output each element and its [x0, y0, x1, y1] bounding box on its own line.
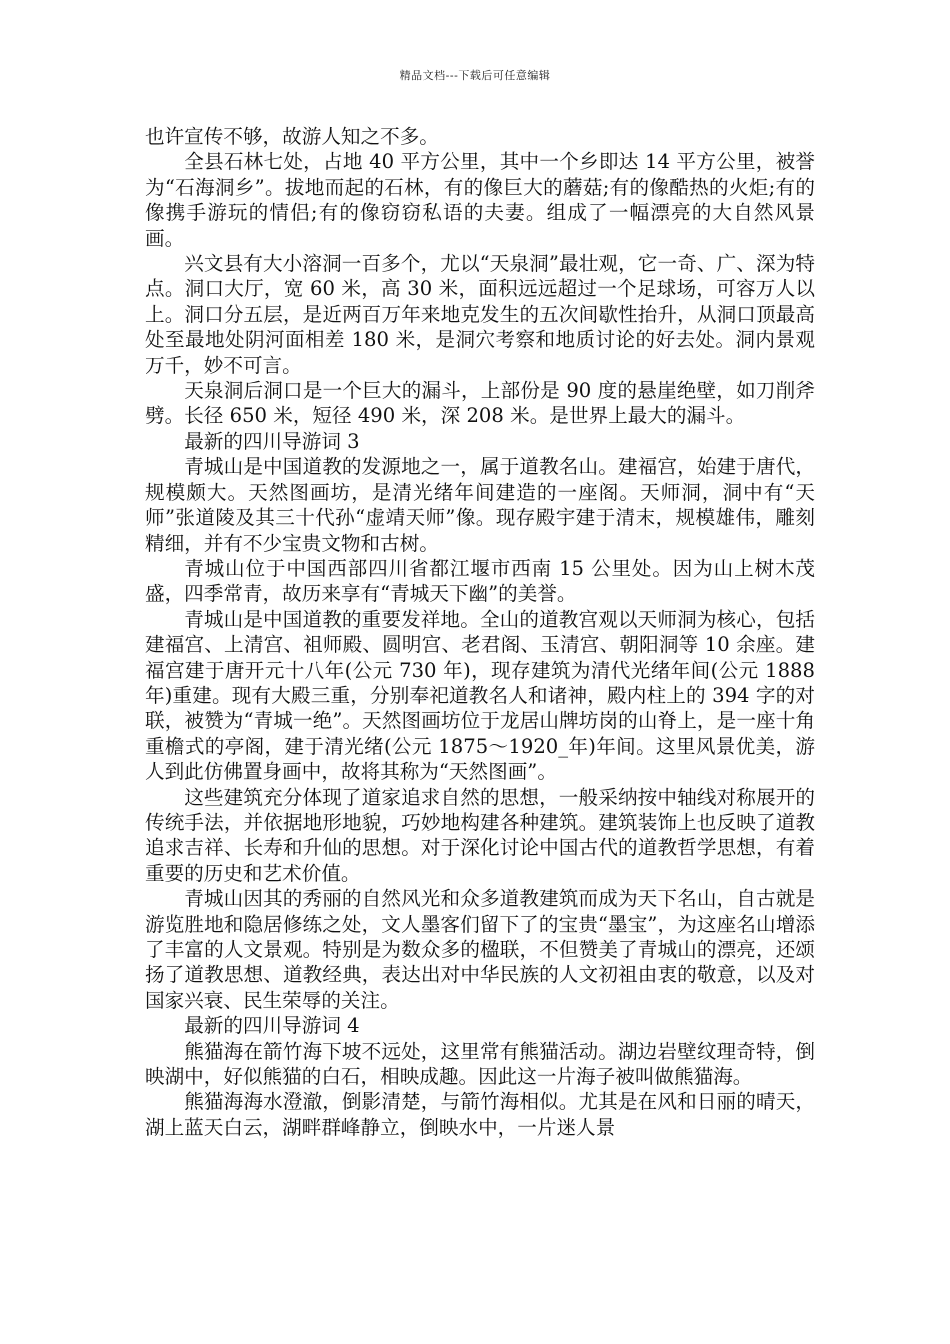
paragraph: 全县石林七处，占地 40 平方公里，其中一个乡即达 14 平方公里，被誉为“石海洞乡”。拔地而起的石林，有的像巨大的蘑菇;有的像酷热的火炬;有的像携手游玩的情侣;有的像窃窃私语的夫妻。组成了一幅漂亮的大自然风景画。 — [145, 150, 815, 250]
paragraph: 青城山位于中国西部四川省都江堰市西南 15 公里处。因为山上树木茂盛，四季常青，故历来享有“青城天下幽”的美誉。 — [145, 556, 815, 606]
paragraph: 青城山是中国道教的重要发祥地。全山的道教宫观以天师洞为核心，包括建福宫、上清宫、祖师殿、圆明宫、老君阁、玉清宫、朝阳洞等 10 余座。建福宫建于唐开元十八年(公元 730 年)，现存建筑为清代光绪年间(公元 1888 年)重建。现有大殿三重，分别奉祀道教名人和诸神，殿内柱上的 394 字的对联，被赞为“青城一绝”。天然图画坊位于龙居山牌坊岗的山脊上，是一座十角重檐式的亭阁，建于清光绪(公元 1875～1920_年)年间。这里风景优美，游人到此仿佛置身画中，故将其称为“天然图画”。 — [145, 607, 815, 784]
paragraph: 熊猫海海水澄澈，倒影清楚，与箭竹海相似。尤其是在风和日丽的晴天，湖上蓝天白云，湖畔群峰静立，倒映水中，一片迷人景 — [145, 1090, 815, 1139]
document-body — [145, 124, 815, 1140]
section-heading: 最新的四川导游词 3 — [184, 429, 360, 453]
paragraph: 青城山因其的秀丽的自然风光和众多道教建筑而成为天下名山，自古就是游览胜地和隐居修练之处，文人墨客们留下了的宝贵“墨宝”，为这座名山增添了丰富的人文景观。特别是为数众多的楹联，不但赞美了青城山的漂亮，还颂扬了道教思想、道教经典，表达出对中华民族的人文初祖由衷的敬意，以及对国家兴衰、民生荣辱的关注。 — [145, 887, 815, 1012]
paragraph: 这些建筑充分体现了道家追求自然的思想，一般采纳按中轴线对称展开的传统手法，并依据地形地貌，巧妙地构建各种建筑。建筑装饰上也反映了道教追求吉祥、长寿和升仙的思想。对于深化讨论中国古代的道教哲学思想，有着重要的历史和艺术价值。 — [145, 785, 815, 885]
paragraph: 天泉洞后洞口是一个巨大的漏斗，上部份是 90 度的悬崖绝壁，如刀削斧劈。长径 650 米，短径 490 米，深 208 米。是世界上最大的漏斗。 — [145, 379, 815, 428]
paragraph: 青城山是中国道教的发源地之一，属于道教名山。建福宫，始建于唐代，规模颇大。天然图画坊，是清光绪年间建造的一座阁。天师洞，洞中有“天师”张道陵及其三十代孙“虚靖天师”像。现存殿宇建于清末，规模雄伟，雕刻精细，并有不少宝贵文物和古树。 — [145, 455, 815, 555]
page-header: 精品文档---下载后可任意编辑 — [399, 69, 551, 82]
paragraph: 兴文县有大小溶洞一百多个，尤以“天泉洞”最壮观，它一奇、广、深为特点。洞口大厅，宽 60 米，高 30 米，面积远远超过一个足球场，可容万人以上。洞口分五层，是近两百万年来地克发生的五次间歇性抬升，从洞口顶最高处至最地处阴河面相差 180 米，是洞穴考察和地质讨论的好去处。洞内景观万千，妙不可言。 — [145, 252, 815, 377]
section-heading: 最新的四川导游词 4 — [184, 1014, 360, 1038]
paragraph: 也许宣传不够，故游人知之不多。 — [145, 125, 439, 148]
paragraph: 熊猫海在箭竹海下坡不远处，这里常有熊猫活动。湖边岩壁纹理奇特，倒映湖中，好似熊猫的白石，相映成趣。因此这一片海子被叫做熊猫海。 — [145, 1039, 815, 1089]
